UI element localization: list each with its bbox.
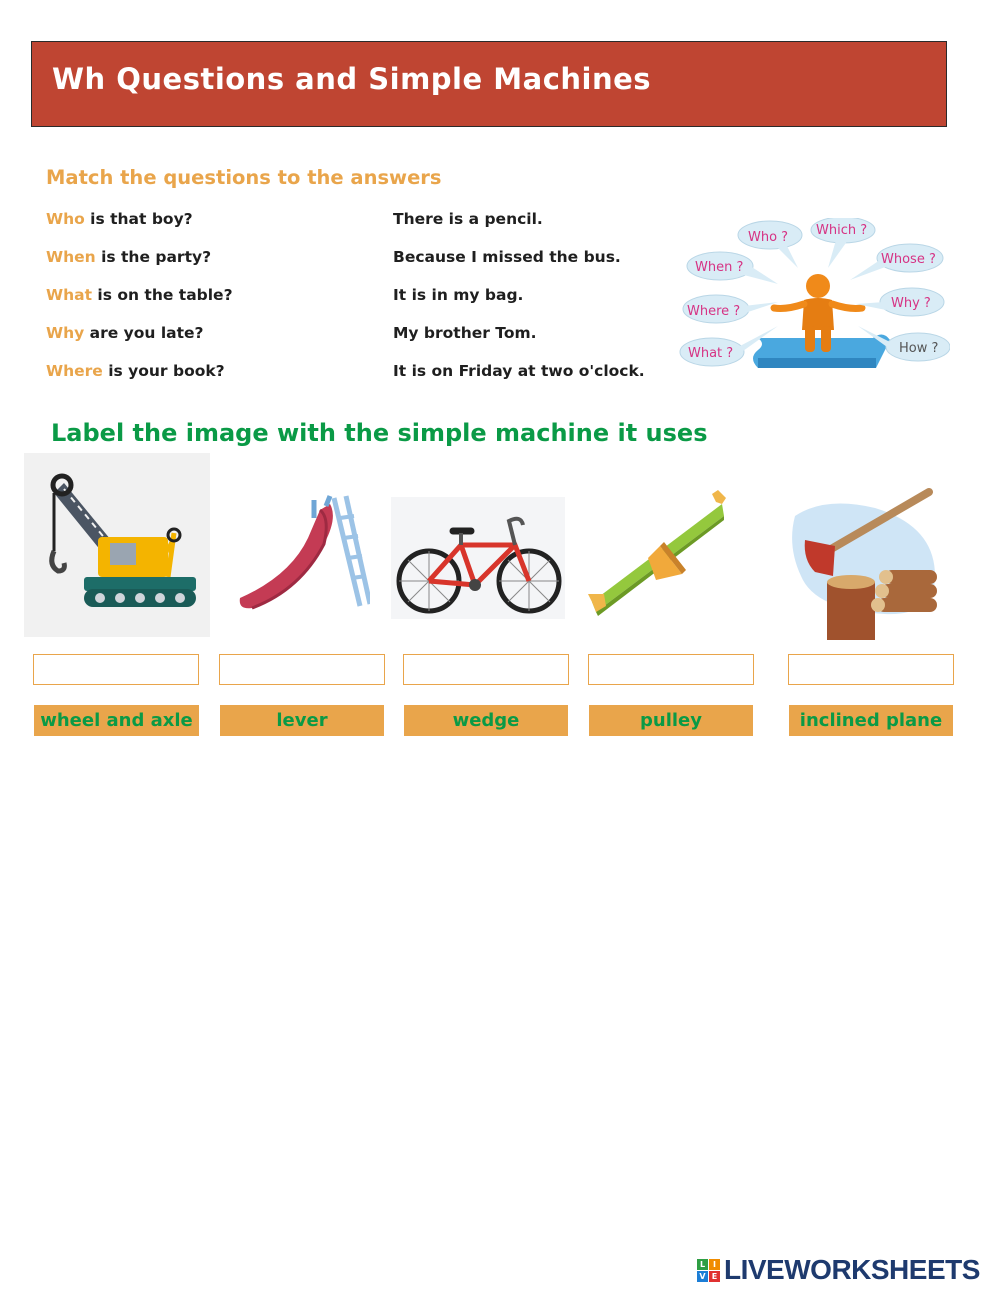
bubble-which: Which ? <box>816 223 868 238</box>
answer-3[interactable]: It is in my bag. <box>393 286 524 304</box>
answer-2[interactable]: Because I missed the bus. <box>393 248 621 266</box>
word-tile-pulley[interactable]: pulley <box>589 705 753 736</box>
wh-word: Why <box>46 324 85 342</box>
wh-word: When <box>46 248 96 266</box>
logo-letter: I <box>709 1259 720 1270</box>
answer-box-4[interactable] <box>588 654 754 685</box>
axe-icon <box>785 486 953 646</box>
section-title-label: Label the image with the simple machine it uses <box>51 419 708 447</box>
question-text: is on the table? <box>92 286 233 304</box>
bubble-where: Where ? <box>687 304 741 319</box>
word-tile-inclined-plane[interactable]: inclined plane <box>789 705 953 736</box>
answer-box-5[interactable] <box>788 654 954 685</box>
question-text: is the party? <box>95 248 212 266</box>
question-text: is that boy? <box>84 210 193 228</box>
answer-4[interactable]: My brother Tom. <box>393 324 537 342</box>
answer-1[interactable]: There is a pencil. <box>393 210 543 228</box>
wh-word: Where <box>46 362 103 380</box>
bicycle-icon <box>391 497 565 619</box>
answer-5[interactable]: It is on Friday at two o'clock. <box>393 362 645 380</box>
bubble-how: How ? <box>899 341 939 356</box>
answer-box-2[interactable] <box>219 654 385 685</box>
question-text: are you late? <box>84 324 204 342</box>
bubble-why: Why ? <box>891 296 931 311</box>
section-title-match: Match the questions to the answers <box>46 166 442 189</box>
bubble-when: When ? <box>695 260 744 275</box>
crane-icon <box>24 453 210 637</box>
logo-letter: V <box>697 1271 708 1282</box>
word-tile-wheel-and-axle[interactable]: wheel and axle <box>34 705 199 736</box>
seesaw-icon <box>586 490 728 618</box>
question-3 <box>46 286 233 304</box>
word-tile-lever[interactable]: lever <box>220 705 384 736</box>
page-title: Wh Questions and Simple Machines <box>52 62 652 96</box>
title-banner <box>31 41 947 127</box>
wh-word: What <box>46 286 93 304</box>
question-text: is your book? <box>102 362 225 380</box>
question-1 <box>46 210 193 228</box>
brand-mark <box>697 1255 980 1285</box>
logo-letter: E <box>709 1271 720 1282</box>
question-5 <box>46 362 225 380</box>
answer-box-1[interactable] <box>33 654 199 685</box>
question-2 <box>46 248 211 266</box>
answer-box-3[interactable] <box>403 654 569 685</box>
logo-letter: L <box>697 1259 708 1270</box>
bubble-whose: Whose ? <box>881 252 936 267</box>
wh-word: Who <box>46 210 85 228</box>
brand-name: LIVEWORKSHEETS <box>724 1254 980 1285</box>
question-4 <box>46 324 204 342</box>
wh-questions-illustration <box>678 218 950 378</box>
slide-icon <box>230 488 370 618</box>
liveworksheets-logo-icon <box>697 1259 720 1282</box>
bubble-who: Who ? <box>748 230 789 245</box>
bubble-what: What ? <box>688 346 734 361</box>
word-tile-wedge[interactable]: wedge <box>404 705 568 736</box>
